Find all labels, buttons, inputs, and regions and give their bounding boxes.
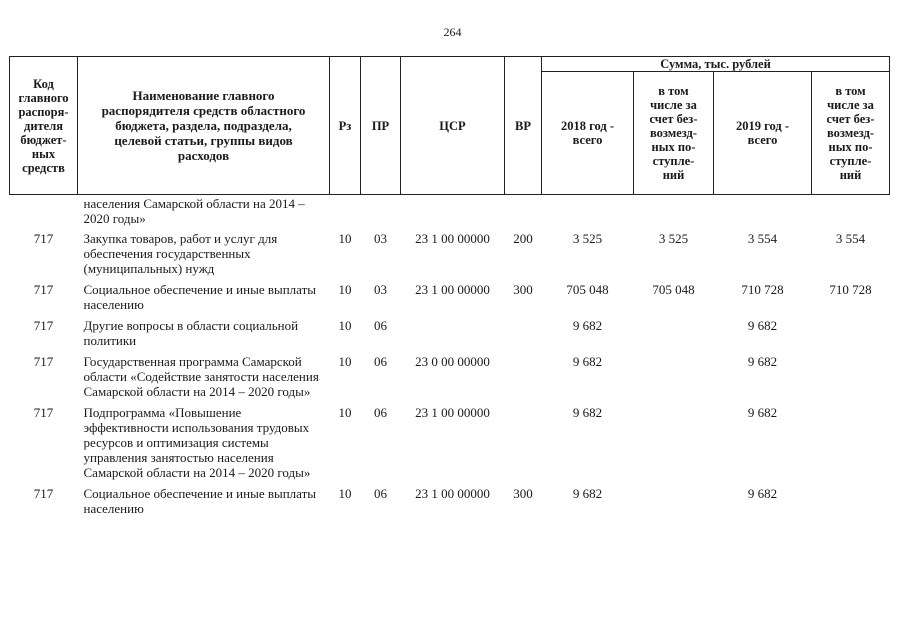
row-csr: 23 1 00 00000 [415,486,490,501]
row-2019-free: 3 554 [835,231,866,246]
row-name: Социальное обеспечение и иные выплаты населению [83,282,317,312]
row-rz: 10 [338,486,352,501]
row-name: населения Самарской области на 2014 – 2020 годы» [83,196,305,226]
row-vr: 300 [513,282,533,297]
row-vr [505,403,542,484]
row-rz: 10 [338,282,352,297]
header-2018-free: в том числе за счет без-возмезд-ных по-ступле-ний [634,72,714,195]
table-row [10,484,890,520]
row-name: Государственная программа Самарской области «Содействие занятости населения Самарской области на 2014 – 2020 годы» [83,354,319,399]
page-number: 264 [443,25,462,39]
row-rz: 10 [338,405,352,420]
row-name: Другие вопросы в области социальной политики [83,318,299,348]
table-row [10,316,890,352]
row-rz: 10 [338,354,352,369]
row-2019-total: 3 554 [747,231,778,246]
row-2019-free [812,403,890,484]
row-2018-total: 9 682 [572,354,603,369]
row-vr: 300 [513,486,533,501]
row-2019-total: 9 682 [747,405,778,420]
row-code: 717 [33,282,54,297]
table-row-continuation [10,195,890,230]
row-code: 717 [33,318,54,333]
row-csr: 23 1 00 00000 [415,282,490,297]
row-vr [505,316,542,352]
budget-table [9,56,890,520]
row-csr: 23 0 00 00000 [415,354,490,369]
row-2018-total: 705 048 [566,282,609,297]
row-code: 717 [33,354,54,369]
row-2019-free [812,484,890,520]
row-rz: 10 [338,231,352,246]
row-code: 717 [33,231,54,246]
row-2018-free: 705 048 [652,282,695,297]
header-sum: Сумма, тыс. рублей [542,57,890,72]
row-code: 717 [33,486,54,501]
header-2018-total: 2018 год - всего [542,72,634,195]
row-vr [505,352,542,403]
header-code: Код главного распоря-дителя бюджет-ных средств [10,57,78,195]
row-pr: 06 [374,486,387,501]
row-2018-total: 9 682 [572,486,603,501]
row-pr: 06 [374,318,387,333]
row-csr: 23 1 00 00000 [415,405,490,420]
row-csr: 23 1 00 00000 [415,231,490,246]
row-vr: 200 [513,231,533,246]
table-header [10,57,890,195]
table-body [10,195,890,521]
header-pr: ПР [361,57,401,195]
table-row [10,403,890,484]
row-pr: 06 [374,354,387,369]
row-2019-total: 9 682 [747,318,778,333]
row-2018-free [634,316,714,352]
row-2018-total: 9 682 [572,318,603,333]
row-2019-free: 710 728 [829,282,872,297]
row-pr: 03 [374,282,387,297]
row-name: Закупка товаров, работ и услуг для обеспечения государственных (муниципальных) нужд [83,231,278,276]
row-rz: 10 [338,318,352,333]
row-pr: 06 [374,405,387,420]
row-csr [401,316,505,352]
table-row [10,280,890,316]
row-2019-total: 9 682 [747,486,778,501]
header-csr: ЦСР [401,57,505,195]
row-2019-total: 9 682 [747,354,778,369]
row-2018-free: 3 525 [658,231,689,246]
row-2019-free [812,316,890,352]
row-pr: 03 [374,231,387,246]
table-row [10,352,890,403]
row-name: Подпрограмма «Повышение эффективности использования трудовых ресурсов и оптимизация системы управления занятостью населения Самарской области на 2014 – 2020 годы» [83,405,311,480]
row-2018-total: 3 525 [572,231,603,246]
table-row [10,229,890,280]
row-name: Социальное обеспечение и иные выплаты населению [83,486,317,516]
row-2018-total: 9 682 [572,405,603,420]
row-2018-free [634,484,714,520]
header-2019-total: 2019 год - всего [714,72,812,195]
row-2018-free [634,403,714,484]
row-2019-total: 710 728 [741,282,784,297]
row-code: 717 [33,405,54,420]
header-rz: Рз [330,57,361,195]
row-2018-free [634,352,714,403]
header-vr: ВР [505,57,542,195]
row-2019-free [812,352,890,403]
header-name: Наименование главного распорядителя средств областного бюджета, раздела, подраздела, целевой статьи, группы видов расходов [78,57,330,195]
header-2019-free: в том числе за счет без-возмезд-ных по-ступле-ний [812,72,890,195]
